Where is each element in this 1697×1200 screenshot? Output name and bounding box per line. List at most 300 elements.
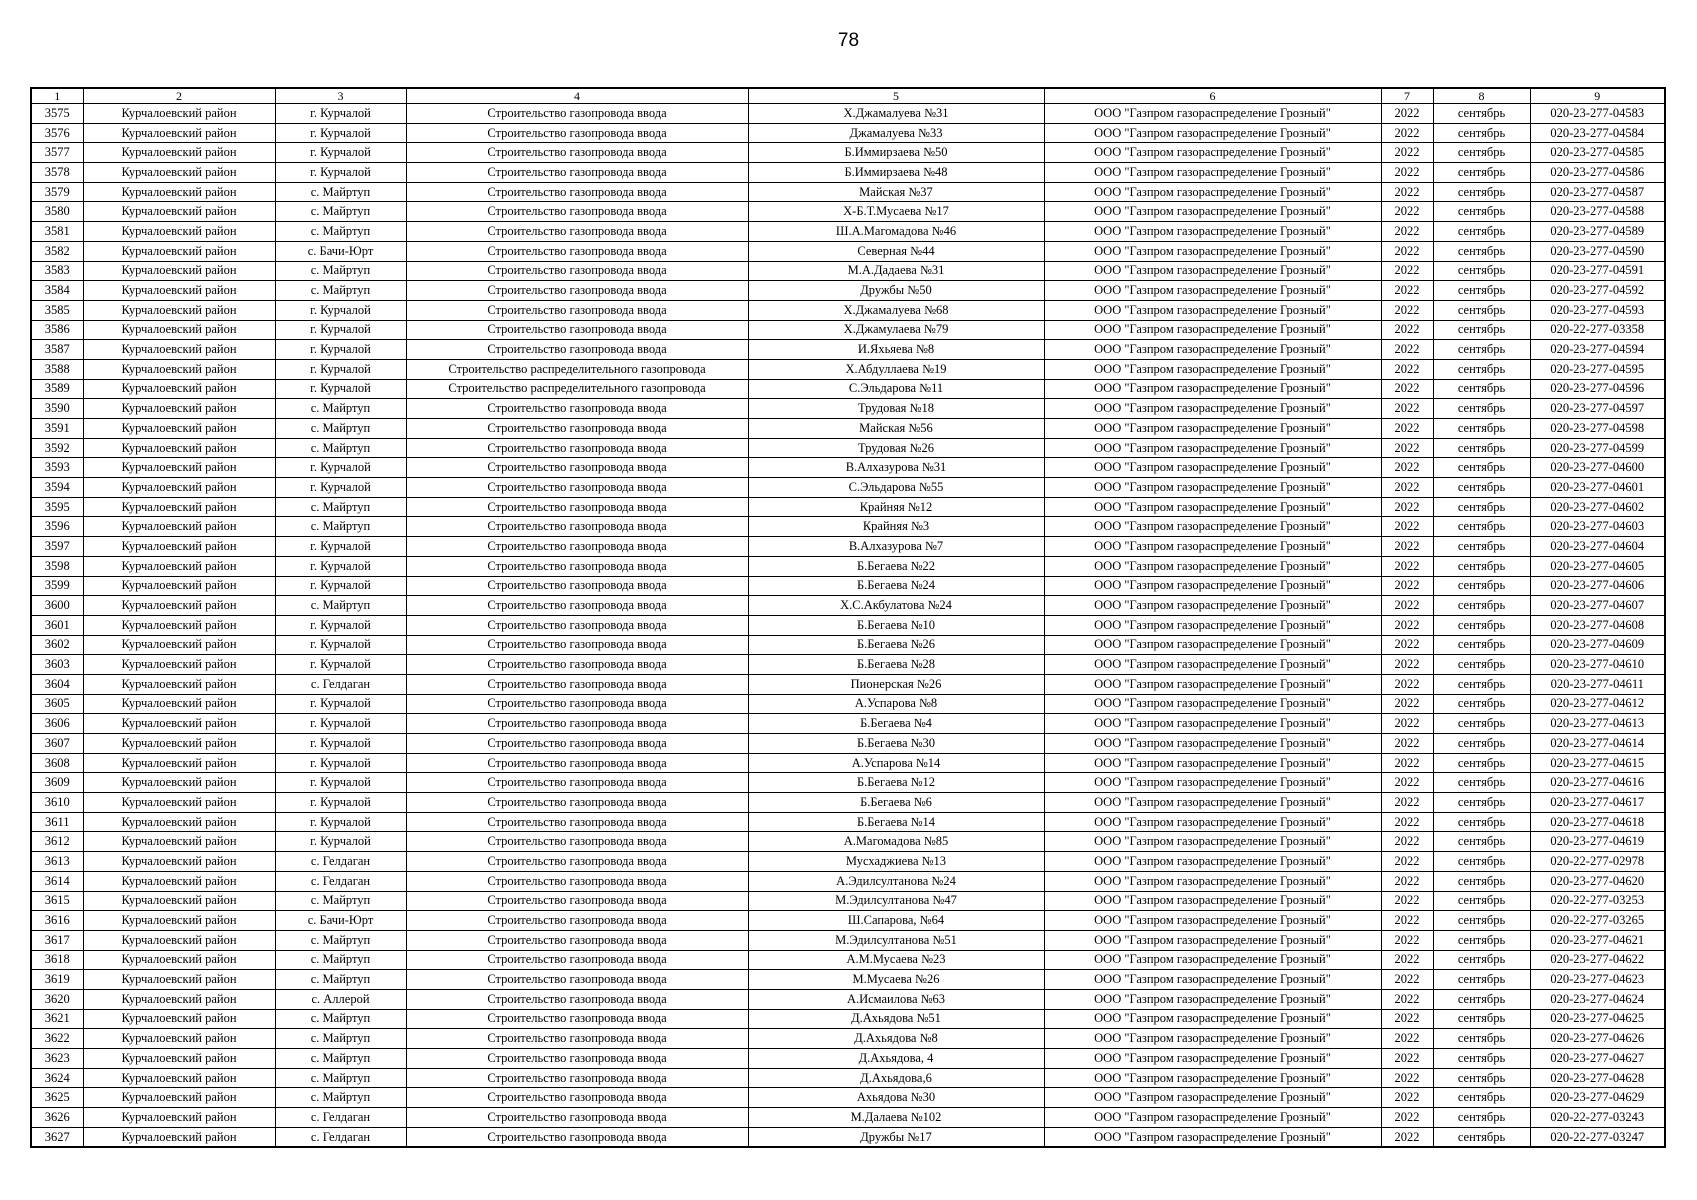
row-number-cell: 3620 (31, 989, 83, 1009)
year-cell: 2022 (1381, 359, 1433, 379)
year-cell: 2022 (1381, 753, 1433, 773)
work-type-cell: Строительство газопровода ввода (406, 222, 748, 242)
address-cell: М.А.Дадаева №31 (748, 261, 1044, 281)
organization-cell: ООО "Газпром газораспределение Грозный" (1044, 615, 1381, 635)
row-number-cell: 3621 (31, 1009, 83, 1029)
address-cell: М.Мусаева №26 (748, 970, 1044, 990)
address-cell: Д.Ахьядова, 4 (748, 1049, 1044, 1069)
year-cell: 2022 (1381, 163, 1433, 183)
settlement-cell: с. Майртуп (275, 930, 406, 950)
settlement-cell: г. Курчалой (275, 163, 406, 183)
address-cell: Пионерская №26 (748, 674, 1044, 694)
code-cell: 020-23-277-04620 (1530, 871, 1665, 891)
settlement-cell: г. Курчалой (275, 753, 406, 773)
row-number-cell: 3593 (31, 458, 83, 478)
row-number-cell: 3597 (31, 537, 83, 557)
district-cell: Курчалоевский район (83, 1029, 275, 1049)
month-cell: сентябрь (1433, 596, 1530, 616)
table-row (31, 1009, 1665, 1029)
code-cell: 020-23-277-04616 (1530, 773, 1665, 793)
year-cell: 2022 (1381, 911, 1433, 931)
district-cell: Курчалоевский район (83, 576, 275, 596)
row-number-cell: 3594 (31, 478, 83, 498)
month-cell: сентябрь (1433, 300, 1530, 320)
work-type-cell: Строительство газопровода ввода (406, 438, 748, 458)
settlement-cell: г. Курчалой (275, 340, 406, 360)
address-cell: Ш.Сапарова, №64 (748, 911, 1044, 931)
organization-cell: ООО "Газпром газораспределение Грозный" (1044, 438, 1381, 458)
district-cell: Курчалоевский район (83, 930, 275, 950)
month-cell: сентябрь (1433, 163, 1530, 183)
table-row (31, 674, 1665, 694)
settlement-cell: г. Курчалой (275, 793, 406, 813)
month-cell: сентябрь (1433, 734, 1530, 754)
work-type-cell: Строительство газопровода ввода (406, 261, 748, 281)
month-cell: сентябрь (1433, 340, 1530, 360)
district-cell: Курчалоевский район (83, 852, 275, 872)
address-cell: И.Яхьяева №8 (748, 340, 1044, 360)
organization-cell: ООО "Газпром газораспределение Грозный" (1044, 1127, 1381, 1147)
code-cell: 020-23-277-04586 (1530, 163, 1665, 183)
district-cell: Курчалоевский район (83, 950, 275, 970)
year-cell: 2022 (1381, 143, 1433, 163)
work-type-cell: Строительство газопровода ввода (406, 419, 748, 439)
year-cell: 2022 (1381, 714, 1433, 734)
address-cell: А.Исмаилова №63 (748, 989, 1044, 1009)
code-cell: 020-23-277-04583 (1530, 104, 1665, 124)
code-cell: 020-23-277-04627 (1530, 1049, 1665, 1069)
month-cell: сентябрь (1433, 458, 1530, 478)
organization-cell: ООО "Газпром газораспределение Грозный" (1044, 379, 1381, 399)
month-cell: сентябрь (1433, 497, 1530, 517)
row-number-cell: 3617 (31, 930, 83, 950)
year-cell: 2022 (1381, 241, 1433, 261)
table-row (31, 359, 1665, 379)
table-row (31, 1127, 1665, 1147)
settlement-cell: с. Гелдаган (275, 1108, 406, 1128)
table-row (31, 950, 1665, 970)
organization-cell: ООО "Газпром газораспределение Грозный" (1044, 143, 1381, 163)
table-row (31, 891, 1665, 911)
code-cell: 020-23-277-04608 (1530, 615, 1665, 635)
row-number-cell: 3606 (31, 714, 83, 734)
code-cell: 020-23-277-04599 (1530, 438, 1665, 458)
organization-cell: ООО "Газпром газораспределение Грозный" (1044, 753, 1381, 773)
row-number-cell: 3625 (31, 1088, 83, 1108)
code-cell: 020-23-277-04612 (1530, 694, 1665, 714)
row-number-cell: 3581 (31, 222, 83, 242)
year-cell: 2022 (1381, 261, 1433, 281)
work-type-cell: Строительство газопровода ввода (406, 497, 748, 517)
code-cell: 020-23-277-04607 (1530, 596, 1665, 616)
district-cell: Курчалоевский район (83, 537, 275, 557)
table-row (31, 694, 1665, 714)
year-cell: 2022 (1381, 1127, 1433, 1147)
work-type-cell: Строительство газопровода ввода (406, 694, 748, 714)
organization-cell: ООО "Газпром газораспределение Грозный" (1044, 123, 1381, 143)
month-cell: сентябрь (1433, 891, 1530, 911)
organization-cell: ООО "Газпром газораспределение Грозный" (1044, 596, 1381, 616)
work-type-cell: Строительство газопровода ввода (406, 104, 748, 124)
organization-cell: ООО "Газпром газораспределение Грозный" (1044, 793, 1381, 813)
work-type-cell: Строительство газопровода ввода (406, 596, 748, 616)
table-row (31, 635, 1665, 655)
column-header: 2 (83, 88, 275, 104)
year-cell: 2022 (1381, 537, 1433, 557)
settlement-cell: с. Майртуп (275, 1088, 406, 1108)
organization-cell: ООО "Газпром газораспределение Грозный" (1044, 655, 1381, 675)
settlement-cell: г. Курчалой (275, 694, 406, 714)
settlement-cell: г. Курчалой (275, 773, 406, 793)
year-cell: 2022 (1381, 1049, 1433, 1069)
organization-cell: ООО "Газпром газораспределение Грозный" (1044, 674, 1381, 694)
settlement-cell: с. Майртуп (275, 438, 406, 458)
code-cell: 020-23-277-04598 (1530, 419, 1665, 439)
settlement-cell: г. Курчалой (275, 320, 406, 340)
settlement-cell: с. Гелдаган (275, 871, 406, 891)
table-row (31, 340, 1665, 360)
address-cell: Х.Абдуллаева №19 (748, 359, 1044, 379)
table-row (31, 261, 1665, 281)
code-cell: 020-23-277-04621 (1530, 930, 1665, 950)
year-cell: 2022 (1381, 123, 1433, 143)
settlement-cell: с. Майртуп (275, 1029, 406, 1049)
year-cell: 2022 (1381, 773, 1433, 793)
settlement-cell: с. Аллерой (275, 989, 406, 1009)
address-cell: Джамалуева №33 (748, 123, 1044, 143)
year-cell: 2022 (1381, 517, 1433, 537)
month-cell: сентябрь (1433, 1088, 1530, 1108)
table-row (31, 753, 1665, 773)
district-cell: Курчалоевский район (83, 340, 275, 360)
address-cell: Х.Джамалуева №31 (748, 104, 1044, 124)
settlement-cell: с. Гелдаган (275, 852, 406, 872)
address-cell: Крайняя №3 (748, 517, 1044, 537)
month-cell: сентябрь (1433, 635, 1530, 655)
table-row (31, 399, 1665, 419)
work-type-cell: Строительство газопровода ввода (406, 143, 748, 163)
organization-cell: ООО "Газпром газораспределение Грозный" (1044, 300, 1381, 320)
row-number-cell: 3609 (31, 773, 83, 793)
work-type-cell: Строительство газопровода ввода (406, 930, 748, 950)
settlement-cell: с. Майртуп (275, 419, 406, 439)
year-cell: 2022 (1381, 596, 1433, 616)
code-cell: 020-23-277-04597 (1530, 399, 1665, 419)
work-type-cell: Строительство газопровода ввода (406, 970, 748, 990)
organization-cell: ООО "Газпром газораспределение Грозный" (1044, 832, 1381, 852)
district-cell: Курчалоевский район (83, 674, 275, 694)
row-number-cell: 3588 (31, 359, 83, 379)
settlement-cell: с. Майртуп (275, 1068, 406, 1088)
row-number-cell: 3589 (31, 379, 83, 399)
row-number-cell: 3580 (31, 202, 83, 222)
district-cell: Курчалоевский район (83, 104, 275, 124)
month-cell: сентябрь (1433, 104, 1530, 124)
district-cell: Курчалоевский район (83, 615, 275, 635)
settlement-cell: г. Курчалой (275, 576, 406, 596)
month-cell: сентябрь (1433, 222, 1530, 242)
address-cell: Х-Б.Т.Мусаева №17 (748, 202, 1044, 222)
settlement-cell: с. Майртуп (275, 1009, 406, 1029)
district-cell: Курчалоевский район (83, 143, 275, 163)
work-type-cell: Строительство газопровода ввода (406, 655, 748, 675)
table-row (31, 320, 1665, 340)
table-row (31, 1029, 1665, 1049)
address-cell: Б.Бегаева №22 (748, 556, 1044, 576)
code-cell: 020-22-277-02978 (1530, 852, 1665, 872)
address-cell: Х.С.Акбулатова №24 (748, 596, 1044, 616)
month-cell: сентябрь (1433, 517, 1530, 537)
month-cell: сентябрь (1433, 930, 1530, 950)
year-cell: 2022 (1381, 891, 1433, 911)
year-cell: 2022 (1381, 182, 1433, 202)
table-row (31, 419, 1665, 439)
table-row (31, 852, 1665, 872)
address-cell: Д.Ахьядова,6 (748, 1068, 1044, 1088)
work-type-cell: Строительство газопровода ввода (406, 182, 748, 202)
settlement-cell: г. Курчалой (275, 458, 406, 478)
district-cell: Курчалоевский район (83, 1108, 275, 1128)
organization-cell: ООО "Газпром газораспределение Грозный" (1044, 911, 1381, 931)
code-cell: 020-23-277-04588 (1530, 202, 1665, 222)
settlement-cell: г. Курчалой (275, 635, 406, 655)
year-cell: 2022 (1381, 970, 1433, 990)
row-number-cell: 3613 (31, 852, 83, 872)
month-cell: сентябрь (1433, 655, 1530, 675)
table-row (31, 596, 1665, 616)
row-number-cell: 3585 (31, 300, 83, 320)
year-cell: 2022 (1381, 1088, 1433, 1108)
organization-cell: ООО "Газпром газораспределение Грозный" (1044, 419, 1381, 439)
row-number-cell: 3627 (31, 1127, 83, 1147)
year-cell: 2022 (1381, 556, 1433, 576)
organization-cell: ООО "Газпром газораспределение Грозный" (1044, 497, 1381, 517)
work-type-cell: Строительство газопровода ввода (406, 891, 748, 911)
column-header: 3 (275, 88, 406, 104)
code-cell: 020-23-277-04592 (1530, 281, 1665, 301)
column-header: 1 (31, 88, 83, 104)
organization-cell: ООО "Газпром газораспределение Грозный" (1044, 399, 1381, 419)
month-cell: сентябрь (1433, 674, 1530, 694)
year-cell: 2022 (1381, 1009, 1433, 1029)
address-cell: Майская №56 (748, 419, 1044, 439)
table-row (31, 438, 1665, 458)
code-cell: 020-23-277-04628 (1530, 1068, 1665, 1088)
organization-cell: ООО "Газпром газораспределение Грозный" (1044, 163, 1381, 183)
row-number-cell: 3618 (31, 950, 83, 970)
organization-cell: ООО "Газпром газораспределение Грозный" (1044, 241, 1381, 261)
work-type-cell: Строительство газопровода ввода (406, 852, 748, 872)
address-cell: С.Эльдарова №11 (748, 379, 1044, 399)
work-type-cell: Строительство газопровода ввода (406, 615, 748, 635)
table-row (31, 123, 1665, 143)
work-type-cell: Строительство газопровода ввода (406, 911, 748, 931)
year-cell: 2022 (1381, 1108, 1433, 1128)
table-row (31, 1108, 1665, 1128)
settlement-cell: г. Курчалой (275, 556, 406, 576)
year-cell: 2022 (1381, 104, 1433, 124)
district-cell: Курчалоевский район (83, 694, 275, 714)
year-cell: 2022 (1381, 340, 1433, 360)
address-cell: Б.Бегаева №4 (748, 714, 1044, 734)
month-cell: сентябрь (1433, 1127, 1530, 1147)
work-type-cell: Строительство газопровода ввода (406, 714, 748, 734)
settlement-cell: с. Бачи-Юрт (275, 911, 406, 931)
organization-cell: ООО "Газпром газораспределение Грозный" (1044, 714, 1381, 734)
year-cell: 2022 (1381, 655, 1433, 675)
table-row (31, 812, 1665, 832)
year-cell: 2022 (1381, 674, 1433, 694)
year-cell: 2022 (1381, 734, 1433, 754)
district-cell: Курчалоевский район (83, 753, 275, 773)
settlement-cell: с. Майртуп (275, 1049, 406, 1069)
district-cell: Курчалоевский район (83, 497, 275, 517)
row-number-cell: 3596 (31, 517, 83, 537)
table-row (31, 478, 1665, 498)
year-cell: 2022 (1381, 399, 1433, 419)
district-cell: Курчалоевский район (83, 163, 275, 183)
work-type-cell: Строительство газопровода ввода (406, 1029, 748, 1049)
table-row (31, 556, 1665, 576)
table-row (31, 615, 1665, 635)
row-number-cell: 3576 (31, 123, 83, 143)
month-cell: сентябрь (1433, 1108, 1530, 1128)
district-cell: Курчалоевский район (83, 1127, 275, 1147)
month-cell: сентябрь (1433, 241, 1530, 261)
code-cell: 020-23-277-04606 (1530, 576, 1665, 596)
district-cell: Курчалоевский район (83, 734, 275, 754)
row-number-cell: 3614 (31, 871, 83, 891)
table-row (31, 379, 1665, 399)
table-row (31, 871, 1665, 891)
year-cell: 2022 (1381, 832, 1433, 852)
organization-cell: ООО "Газпром газораспределение Грозный" (1044, 458, 1381, 478)
organization-cell: ООО "Газпром газораспределение Грозный" (1044, 1068, 1381, 1088)
month-cell: сентябрь (1433, 793, 1530, 813)
month-cell: сентябрь (1433, 281, 1530, 301)
address-cell: А.Магомадова №85 (748, 832, 1044, 852)
row-number-cell: 3604 (31, 674, 83, 694)
settlement-cell: г. Курчалой (275, 359, 406, 379)
address-cell: Б.Бегаева №10 (748, 615, 1044, 635)
district-cell: Курчалоевский район (83, 655, 275, 675)
row-number-cell: 3583 (31, 261, 83, 281)
table-row (31, 576, 1665, 596)
month-cell: сентябрь (1433, 615, 1530, 635)
organization-cell: ООО "Газпром газораспределение Грозный" (1044, 478, 1381, 498)
table-row (31, 458, 1665, 478)
month-cell: сентябрь (1433, 1049, 1530, 1069)
work-type-cell: Строительство газопровода ввода (406, 1009, 748, 1029)
settlement-cell: с. Майртуп (275, 182, 406, 202)
district-cell: Курчалоевский район (83, 989, 275, 1009)
table-row (31, 734, 1665, 754)
page-number: 78 (837, 30, 860, 51)
district-cell: Курчалоевский район (83, 1009, 275, 1029)
settlement-cell: с. Майртуп (275, 222, 406, 242)
row-number-cell: 3590 (31, 399, 83, 419)
settlement-cell: с. Майртуп (275, 399, 406, 419)
organization-cell: ООО "Газпром газораспределение Грозный" (1044, 261, 1381, 281)
work-type-cell: Строительство газопровода ввода (406, 123, 748, 143)
organization-cell: ООО "Газпром газораспределение Грозный" (1044, 1049, 1381, 1069)
code-cell: 020-23-277-04591 (1530, 261, 1665, 281)
code-cell: 020-23-277-04624 (1530, 989, 1665, 1009)
table-row (31, 163, 1665, 183)
year-cell: 2022 (1381, 871, 1433, 891)
address-cell: Крайняя №12 (748, 497, 1044, 517)
row-number-cell: 3575 (31, 104, 83, 124)
settlement-cell: с. Майртуп (275, 497, 406, 517)
year-cell: 2022 (1381, 615, 1433, 635)
month-cell: сентябрь (1433, 556, 1530, 576)
organization-cell: ООО "Газпром газораспределение Грозный" (1044, 1009, 1381, 1029)
work-type-cell: Строительство газопровода ввода (406, 832, 748, 852)
registry-table (30, 87, 1666, 1148)
work-type-cell: Строительство газопровода ввода (406, 556, 748, 576)
settlement-cell: г. Курчалой (275, 123, 406, 143)
row-number-cell: 3582 (31, 241, 83, 261)
organization-cell: ООО "Газпром газораспределение Грозный" (1044, 694, 1381, 714)
address-cell: Б.Бегаева №6 (748, 793, 1044, 813)
district-cell: Курчалоевский район (83, 123, 275, 143)
row-number-cell: 3586 (31, 320, 83, 340)
code-cell: 020-22-277-03243 (1530, 1108, 1665, 1128)
work-type-cell: Строительство газопровода ввода (406, 635, 748, 655)
settlement-cell: г. Курчалой (275, 143, 406, 163)
settlement-cell: с. Майртуп (275, 950, 406, 970)
column-header: 5 (748, 88, 1044, 104)
code-cell: 020-23-277-04596 (1530, 379, 1665, 399)
row-number-cell: 3579 (31, 182, 83, 202)
address-cell: Б.Бегаева №26 (748, 635, 1044, 655)
work-type-cell: Строительство газопровода ввода (406, 300, 748, 320)
settlement-cell: г. Курчалой (275, 832, 406, 852)
settlement-cell: с. Майртуп (275, 517, 406, 537)
settlement-cell: с. Майртуп (275, 202, 406, 222)
work-type-cell: Строительство газопровода ввода (406, 1049, 748, 1069)
district-cell: Курчалоевский район (83, 517, 275, 537)
column-header: 6 (1044, 88, 1381, 104)
organization-cell: ООО "Газпром газораспределение Грозный" (1044, 970, 1381, 990)
month-cell: сентябрь (1433, 379, 1530, 399)
year-cell: 2022 (1381, 438, 1433, 458)
row-number-cell: 3602 (31, 635, 83, 655)
district-cell: Курчалоевский район (83, 871, 275, 891)
year-cell: 2022 (1381, 950, 1433, 970)
work-type-cell: Строительство газопровода ввода (406, 163, 748, 183)
address-cell: Х.Джамулаева №79 (748, 320, 1044, 340)
table-row (31, 222, 1665, 242)
organization-cell: ООО "Газпром газораспределение Грозный" (1044, 635, 1381, 655)
district-cell: Курчалоевский район (83, 300, 275, 320)
code-cell: 020-23-277-04595 (1530, 359, 1665, 379)
month-cell: сентябрь (1433, 202, 1530, 222)
row-number-cell: 3616 (31, 911, 83, 931)
settlement-cell: с. Майртуп (275, 970, 406, 990)
organization-cell: ООО "Газпром газораспределение Грозный" (1044, 930, 1381, 950)
year-cell: 2022 (1381, 202, 1433, 222)
table-body (31, 104, 1665, 1148)
organization-cell: ООО "Газпром газораспределение Грозный" (1044, 989, 1381, 1009)
table-row (31, 930, 1665, 950)
table-row (31, 104, 1665, 124)
address-cell: А.Успарова №14 (748, 753, 1044, 773)
address-cell: Б.Бегаева №28 (748, 655, 1044, 675)
work-type-cell: Строительство газопровода ввода (406, 1108, 748, 1128)
table-row (31, 537, 1665, 557)
organization-cell: ООО "Газпром газораспределение Грозный" (1044, 359, 1381, 379)
